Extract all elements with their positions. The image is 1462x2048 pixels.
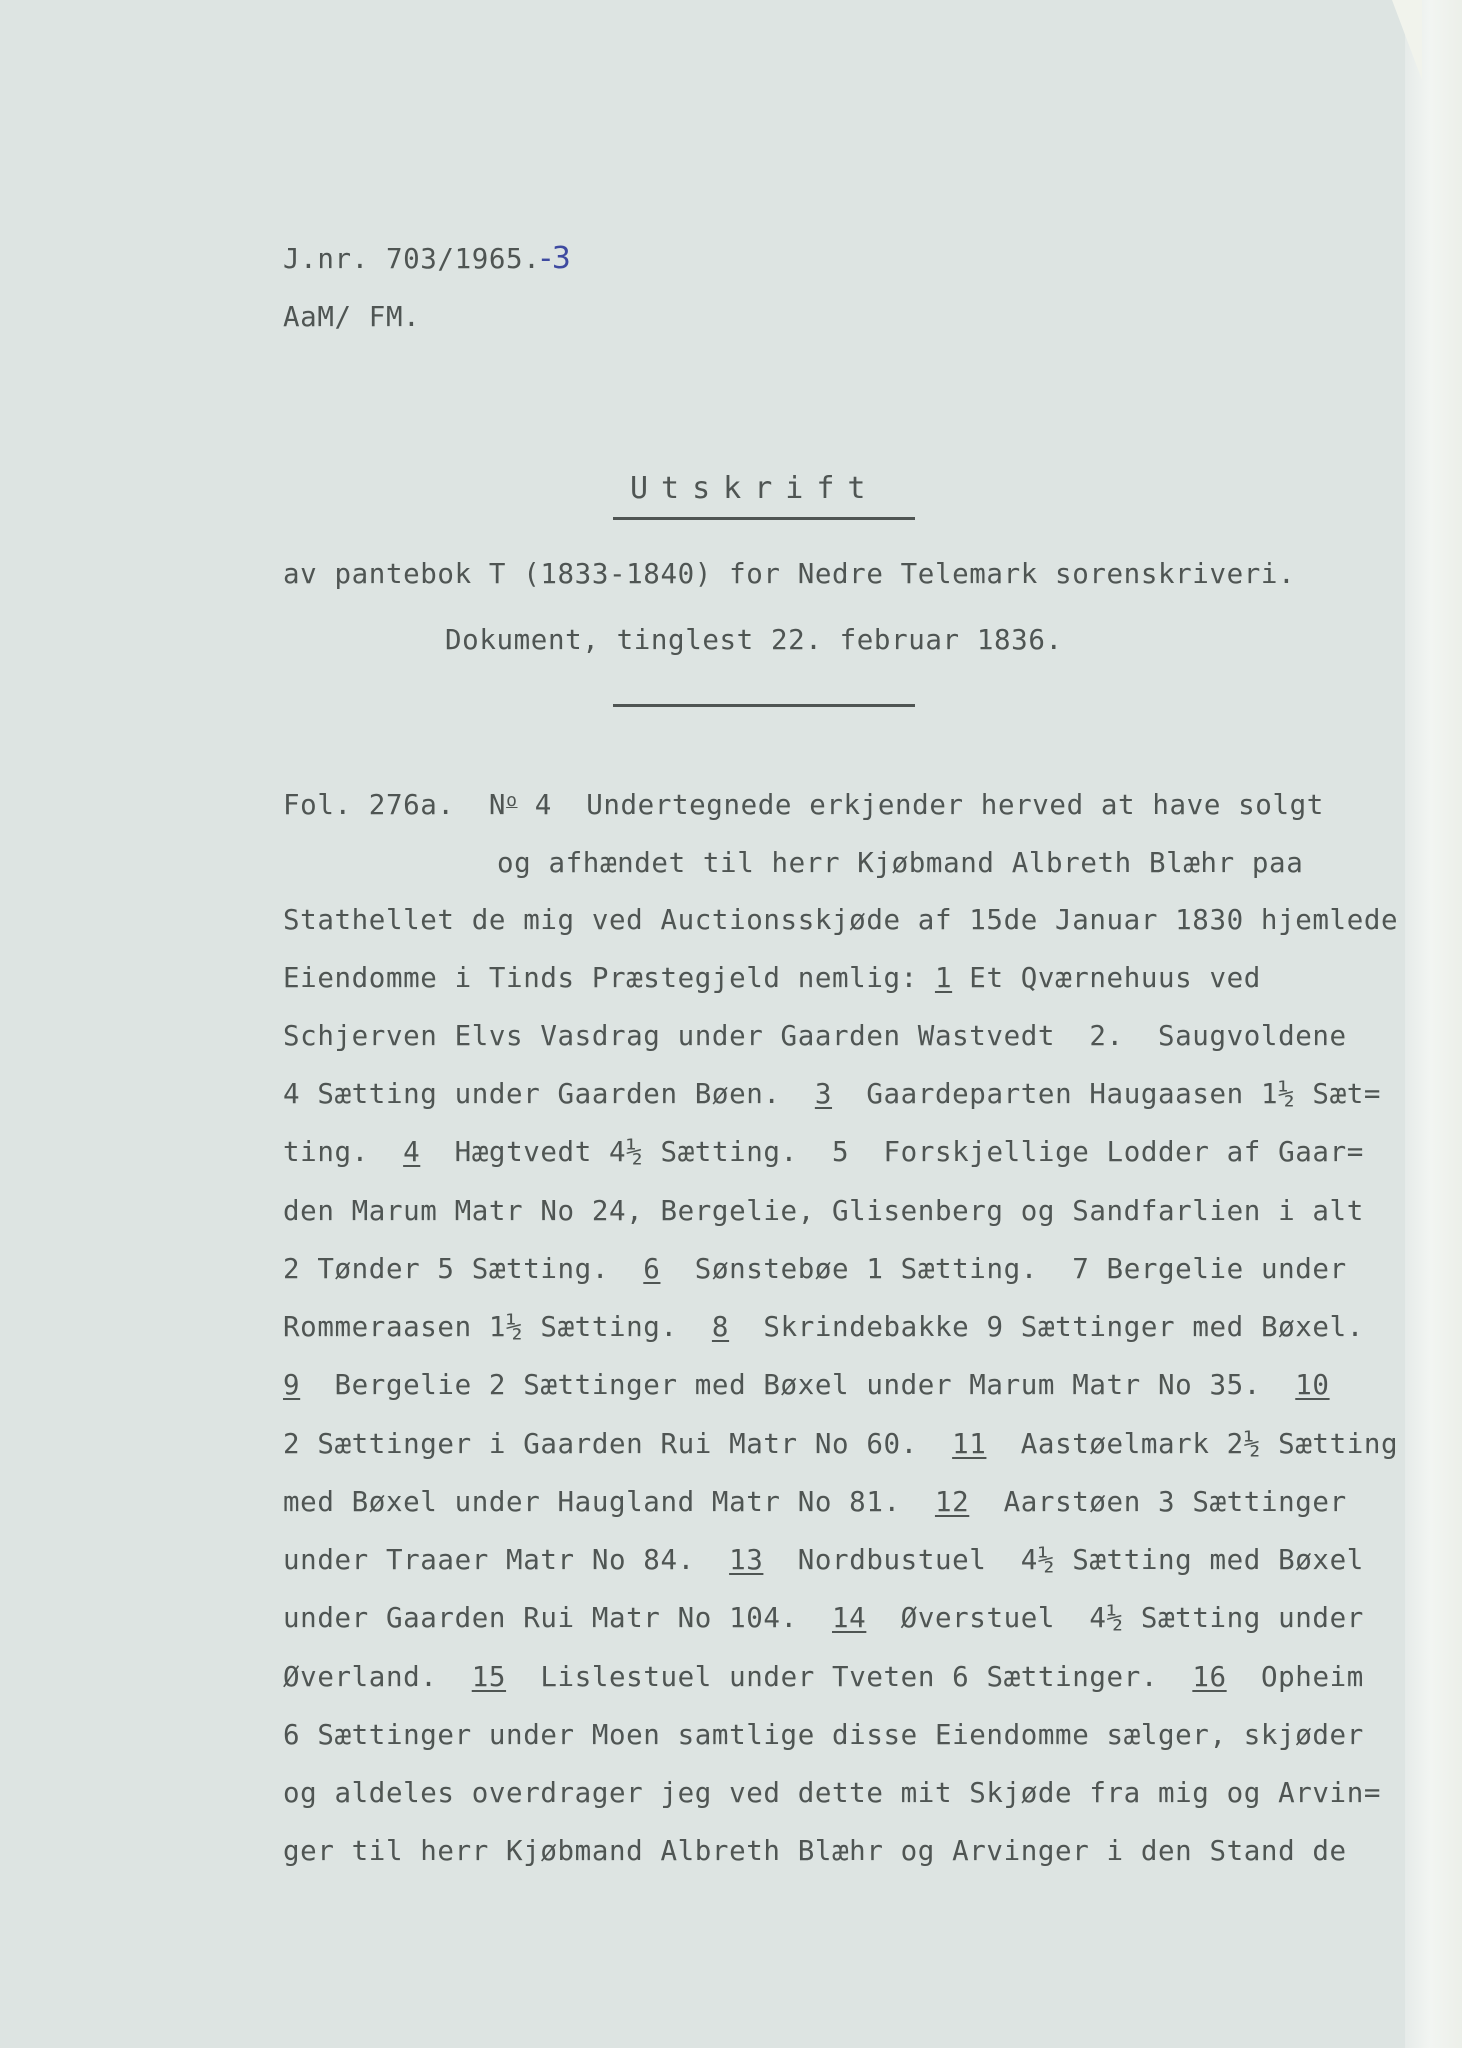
item-number: 13 xyxy=(729,1544,764,1576)
body-text: Nordbustuel 4½ Sætting med Bøxel xyxy=(763,1544,1364,1576)
body-text: under Gaarden Rui Matr No 104. xyxy=(283,1602,833,1634)
section-divider xyxy=(613,704,915,707)
folio-text: Undertegnede erkjender herved at have solgt xyxy=(586,789,1324,821)
body-text: Aarstøen 3 Sættinger xyxy=(969,1486,1347,1518)
folio-line xyxy=(283,788,1324,826)
body-text: Opheim xyxy=(1226,1661,1364,1693)
body-text: Sønstebøe 1 Sætting. 7 Bergelie under xyxy=(660,1253,1347,1285)
body-line-14 xyxy=(283,1601,1364,1635)
body-line-7: den Marum Matr No 24, Bergelie, Glisenberg og Sandfarlien i alt xyxy=(283,1195,1364,1227)
item-number: 14 xyxy=(832,1602,867,1634)
body-text: Rommeraasen 1½ Sætting. xyxy=(283,1311,712,1343)
body-text: 2 Tønder 5 Sætting. xyxy=(283,1253,644,1285)
item-number: 12 xyxy=(934,1486,970,1518)
body-text: 2 Sættinger i Gaarden Rui Matr No 60. xyxy=(283,1428,953,1460)
body-text: Aastøelmark 2½ Sætting xyxy=(986,1428,1399,1460)
item-number: 8 xyxy=(711,1311,730,1343)
body-text: Et Qværnehuus ved xyxy=(952,962,1261,994)
body-line-9 xyxy=(283,1310,1364,1344)
body-line-4: Schjerven Elvs Vasdrag under Gaarden Wastvedt 2. Saugvoldene xyxy=(283,1020,1347,1052)
item-number: 6 xyxy=(643,1253,661,1285)
body-text: Bergelie 2 Sættinger med Bøxel under Marum Matr No 35. xyxy=(300,1369,1296,1401)
subtitle-line-2: Dokument, tinglest 22. februar 1836. xyxy=(445,624,1063,656)
body-line-3 xyxy=(283,961,1261,995)
body-line-2: Stathellet de mig ved Auctionsskjøde af 15de Januar 1830 hjemlede xyxy=(283,904,1399,936)
body-text: Gaardeparten Haugaasen 1½ Sæt= xyxy=(832,1078,1382,1110)
document-number: 4 xyxy=(534,789,552,821)
body-text: Øverstuel 4½ Sætting under xyxy=(866,1602,1364,1634)
body-line-17: og aldeles overdrager jeg ved dette mit Skjøde fra mig og Arvin= xyxy=(283,1777,1382,1809)
body-text: 4 Sætting under Gaarden Bøen. xyxy=(283,1078,815,1110)
body-text: med Bøxel under Haugland Matr No 81. xyxy=(283,1486,935,1518)
item-number: 3 xyxy=(814,1078,833,1110)
item-number: 16 xyxy=(1192,1661,1227,1693)
body-line-1: og afhændet til herr Kjøbmand Albreth Blæhr paa xyxy=(497,847,1304,879)
body-line-12 xyxy=(283,1485,1347,1519)
document-title: Utskrift xyxy=(630,471,879,506)
item-number: 10 xyxy=(1295,1369,1330,1401)
corner-fold xyxy=(1392,0,1422,80)
body-text: Lislestuel under Tveten 6 Sættinger. xyxy=(506,1661,1193,1693)
item-number: 4 xyxy=(403,1136,421,1168)
number-prefix: N xyxy=(488,789,507,821)
subtitle-line-1: av pantebok T (1833-1840) for Nedre Telemark sorenskriveri. xyxy=(283,558,1296,590)
body-line-15 xyxy=(283,1660,1364,1694)
journal-number-text: J.nr. 703/1965. xyxy=(283,243,541,275)
item-number: 9 xyxy=(283,1369,301,1401)
title-underline xyxy=(613,517,915,520)
body-line-11 xyxy=(283,1427,1398,1461)
body-text: Hægtvedt 4½ Sætting. 5 Forskjellige Lodder af Gaar= xyxy=(420,1136,1364,1168)
item-number: 15 xyxy=(471,1661,507,1693)
body-line-8 xyxy=(283,1252,1347,1286)
page-edge xyxy=(1405,0,1462,2048)
body-line-6 xyxy=(283,1135,1364,1169)
body-text: under Traaer Matr No 84. xyxy=(283,1544,730,1576)
body-text: Skrindebakke 9 Sættinger med Bøxel. xyxy=(729,1311,1364,1343)
item-number: 1 xyxy=(934,962,953,994)
item-number: 11 xyxy=(952,1428,987,1460)
body-line-16: 6 Sættinger under Moen samtlige disse Eiendomme sælger, skjøder xyxy=(283,1719,1364,1751)
initials: AaM/ FM. xyxy=(283,301,421,333)
body-line-18: ger til herr Kjøbmand Albreth Blæhr og Arvinger i den Stand de xyxy=(283,1835,1347,1867)
body-text: Eiendomme i Tinds Præstegjeld nemlig: xyxy=(283,962,935,994)
body-line-5 xyxy=(283,1077,1381,1111)
body-text: ting. xyxy=(283,1136,404,1168)
body-text: Øverland. xyxy=(283,1661,472,1693)
folio-label: Fol. 276a. xyxy=(283,789,455,821)
number-superscript: o xyxy=(506,790,518,811)
body-line-13 xyxy=(283,1543,1364,1577)
journal-number xyxy=(283,242,571,276)
body-line-10 xyxy=(283,1368,1330,1402)
journal-handwritten-suffix: -3 xyxy=(540,241,572,276)
